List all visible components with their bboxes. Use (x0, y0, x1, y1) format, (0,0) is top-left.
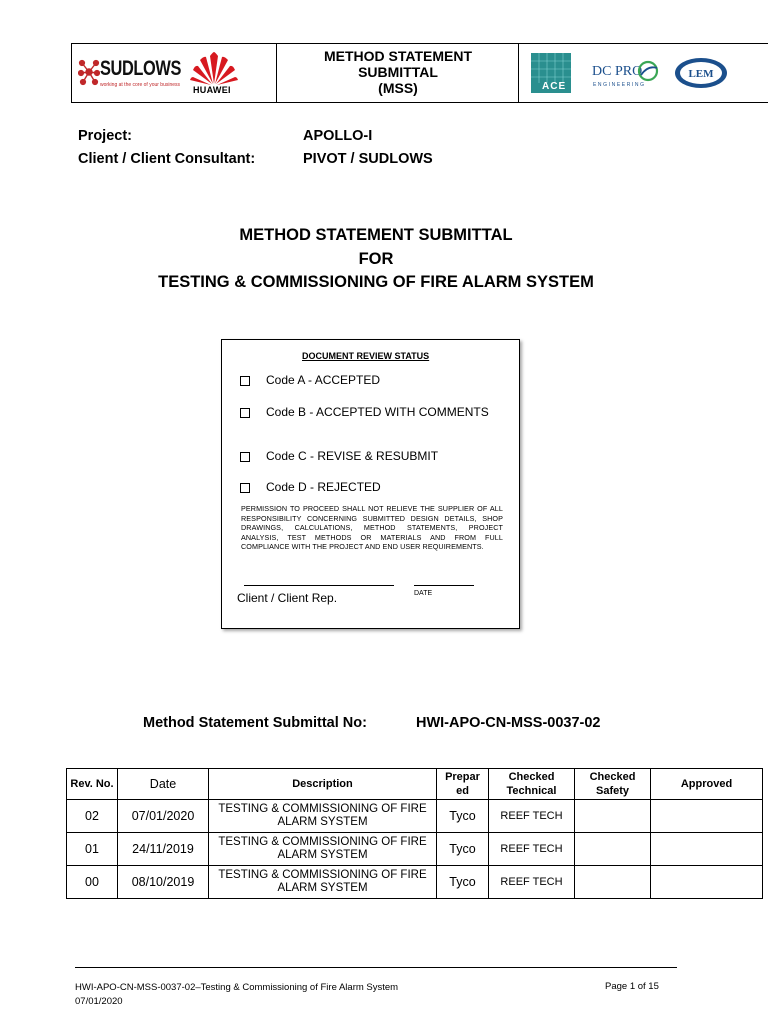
footer-divider (75, 967, 677, 968)
col-header-prepared: Prepar ed (437, 769, 489, 800)
main-title-line-1: METHOD STATEMENT SUBMITTAL (239, 226, 513, 244)
sudlows-network-icon (78, 57, 100, 87)
header-title-line: (MSS) (378, 80, 418, 96)
dcpro-subtitle: ENGINEERING (593, 82, 646, 88)
sudlows-wordmark: SUDLOWS (100, 57, 181, 80)
footer-date: 07/01/2020 (75, 996, 123, 1007)
code-a-label: Code A - ACCEPTED (266, 373, 381, 387)
cell-prepared: Tyco (437, 833, 489, 866)
col-header-rev: Rev. No. (67, 769, 118, 800)
footer-left (75, 981, 398, 1009)
cell-description: TESTING & COMMISSIONING OF FIRE ALARM SYSTEM (209, 800, 437, 833)
code-d-checkbox[interactable] (240, 483, 250, 493)
header-title-line: METHOD STATEMENT (323, 48, 473, 64)
table-row (67, 833, 763, 866)
col-header-date: Date (118, 769, 209, 800)
col-header-approved: Approved (651, 769, 763, 800)
col-header-checked-safety: Checked Safety (575, 769, 651, 800)
code-a-checkbox[interactable] (240, 376, 250, 386)
header-divider (518, 44, 519, 102)
cell-date: 07/01/2020 (118, 800, 209, 833)
huawei-wordmark: HUAWEI (193, 85, 231, 95)
header-box (71, 43, 768, 103)
client-rep-label: Client / Client Rep. (237, 591, 338, 605)
code-b-label: Code B - ACCEPTED WITH COMMENTS (266, 405, 489, 419)
submittal-number-label: Method Statement Submittal No: (143, 715, 367, 731)
cell-rev: 00 (67, 866, 118, 899)
col-header-description: Description (209, 769, 437, 800)
project-label: Project: (78, 128, 132, 144)
huawei-petals-icon (189, 50, 239, 86)
main-title-line-3: TESTING & COMMISSIONING OF FIRE ALARM SYSTEM (158, 273, 594, 291)
code-d-label: Code D - REJECTED (266, 480, 381, 494)
header-title-line: SUBMITTAL (358, 64, 438, 80)
code-c-label: Code C - REVISE & RESUBMIT (266, 449, 439, 463)
cell-prepared: Tyco (437, 866, 489, 899)
cell-description: TESTING & COMMISSIONING OF FIRE ALARM SYSTEM (209, 833, 437, 866)
date-signature-line (414, 585, 474, 586)
cell-description: TESTING & COMMISSIONING OF FIRE ALARM SYSTEM (209, 866, 437, 899)
sudlows-tagline: working at the core of your business (100, 82, 181, 88)
cell-checked-technical: REEF TECH (489, 800, 575, 833)
revision-table-header (67, 769, 763, 800)
client-signature-line (244, 585, 394, 586)
cell-approved (651, 833, 763, 866)
header-divider (276, 44, 277, 102)
main-title-line-2: FOR (358, 250, 394, 268)
ace-wordmark: ACE (542, 81, 567, 92)
cell-rev: 02 (67, 800, 118, 833)
cell-checked-safety (575, 833, 651, 866)
cell-approved (651, 866, 763, 899)
table-row (67, 866, 763, 899)
client-label: Client / Client Consultant: (78, 151, 256, 167)
lem-logo (673, 55, 729, 91)
revision-table (66, 768, 763, 899)
cell-prepared: Tyco (437, 800, 489, 833)
date-label: DATE (414, 590, 433, 597)
project-value: APOLLO-I (303, 128, 373, 144)
document-review-stamp (221, 339, 520, 629)
cell-rev: 01 (67, 833, 118, 866)
header-title (287, 48, 509, 96)
col-header-checked-technical: Checked Technical (489, 769, 575, 800)
cell-checked-technical: REEF TECH (489, 833, 575, 866)
footer-doc-ref: HWI-APO-CN-MSS-0037-02–Testing & Commissioning of Fire Alarm System (75, 982, 399, 993)
svg-text:LEM: LEM (688, 68, 714, 80)
code-c-checkbox[interactable] (240, 452, 250, 462)
cell-checked-safety (575, 866, 651, 899)
submittal-number-value: HWI-APO-CN-MSS-0037-02 (416, 715, 601, 731)
code-b-checkbox[interactable] (240, 408, 250, 418)
dcpro-wordmark: DC PRO (592, 64, 643, 79)
cell-checked-safety (575, 800, 651, 833)
cell-approved (651, 800, 763, 833)
review-disclaimer: PERMISSION TO PROCEED SHALL NOT RELIEVE THE SUPPLIER OF ALL RESPONSIBILITY CONCERNING SUBMITTED DESIGN DETAILS, SHOP DRAWINGS, CALCULATIONS, METHOD STATEMENTS, PROJECT ANALYSIS, TEST METHODS OR MATERIALS AND FROM FULL COMPLIANCE WITH THE PROJECT AND END USER REQUIREMENTS. (241, 504, 503, 551)
huawei-logo (189, 50, 239, 98)
review-heading: DOCUMENT REVIEW STATUS (302, 351, 430, 361)
cell-date: 08/10/2019 (118, 866, 209, 899)
cell-checked-technical: REEF TECH (489, 866, 575, 899)
cell-date: 24/11/2019 (118, 833, 209, 866)
dcpro-swoosh-icon (636, 59, 660, 83)
client-value: PIVOT / SUDLOWS (303, 151, 433, 167)
footer-page-number: Page 1 of 15 (605, 981, 659, 992)
sudlows-logo (78, 53, 184, 91)
table-row (67, 800, 763, 833)
